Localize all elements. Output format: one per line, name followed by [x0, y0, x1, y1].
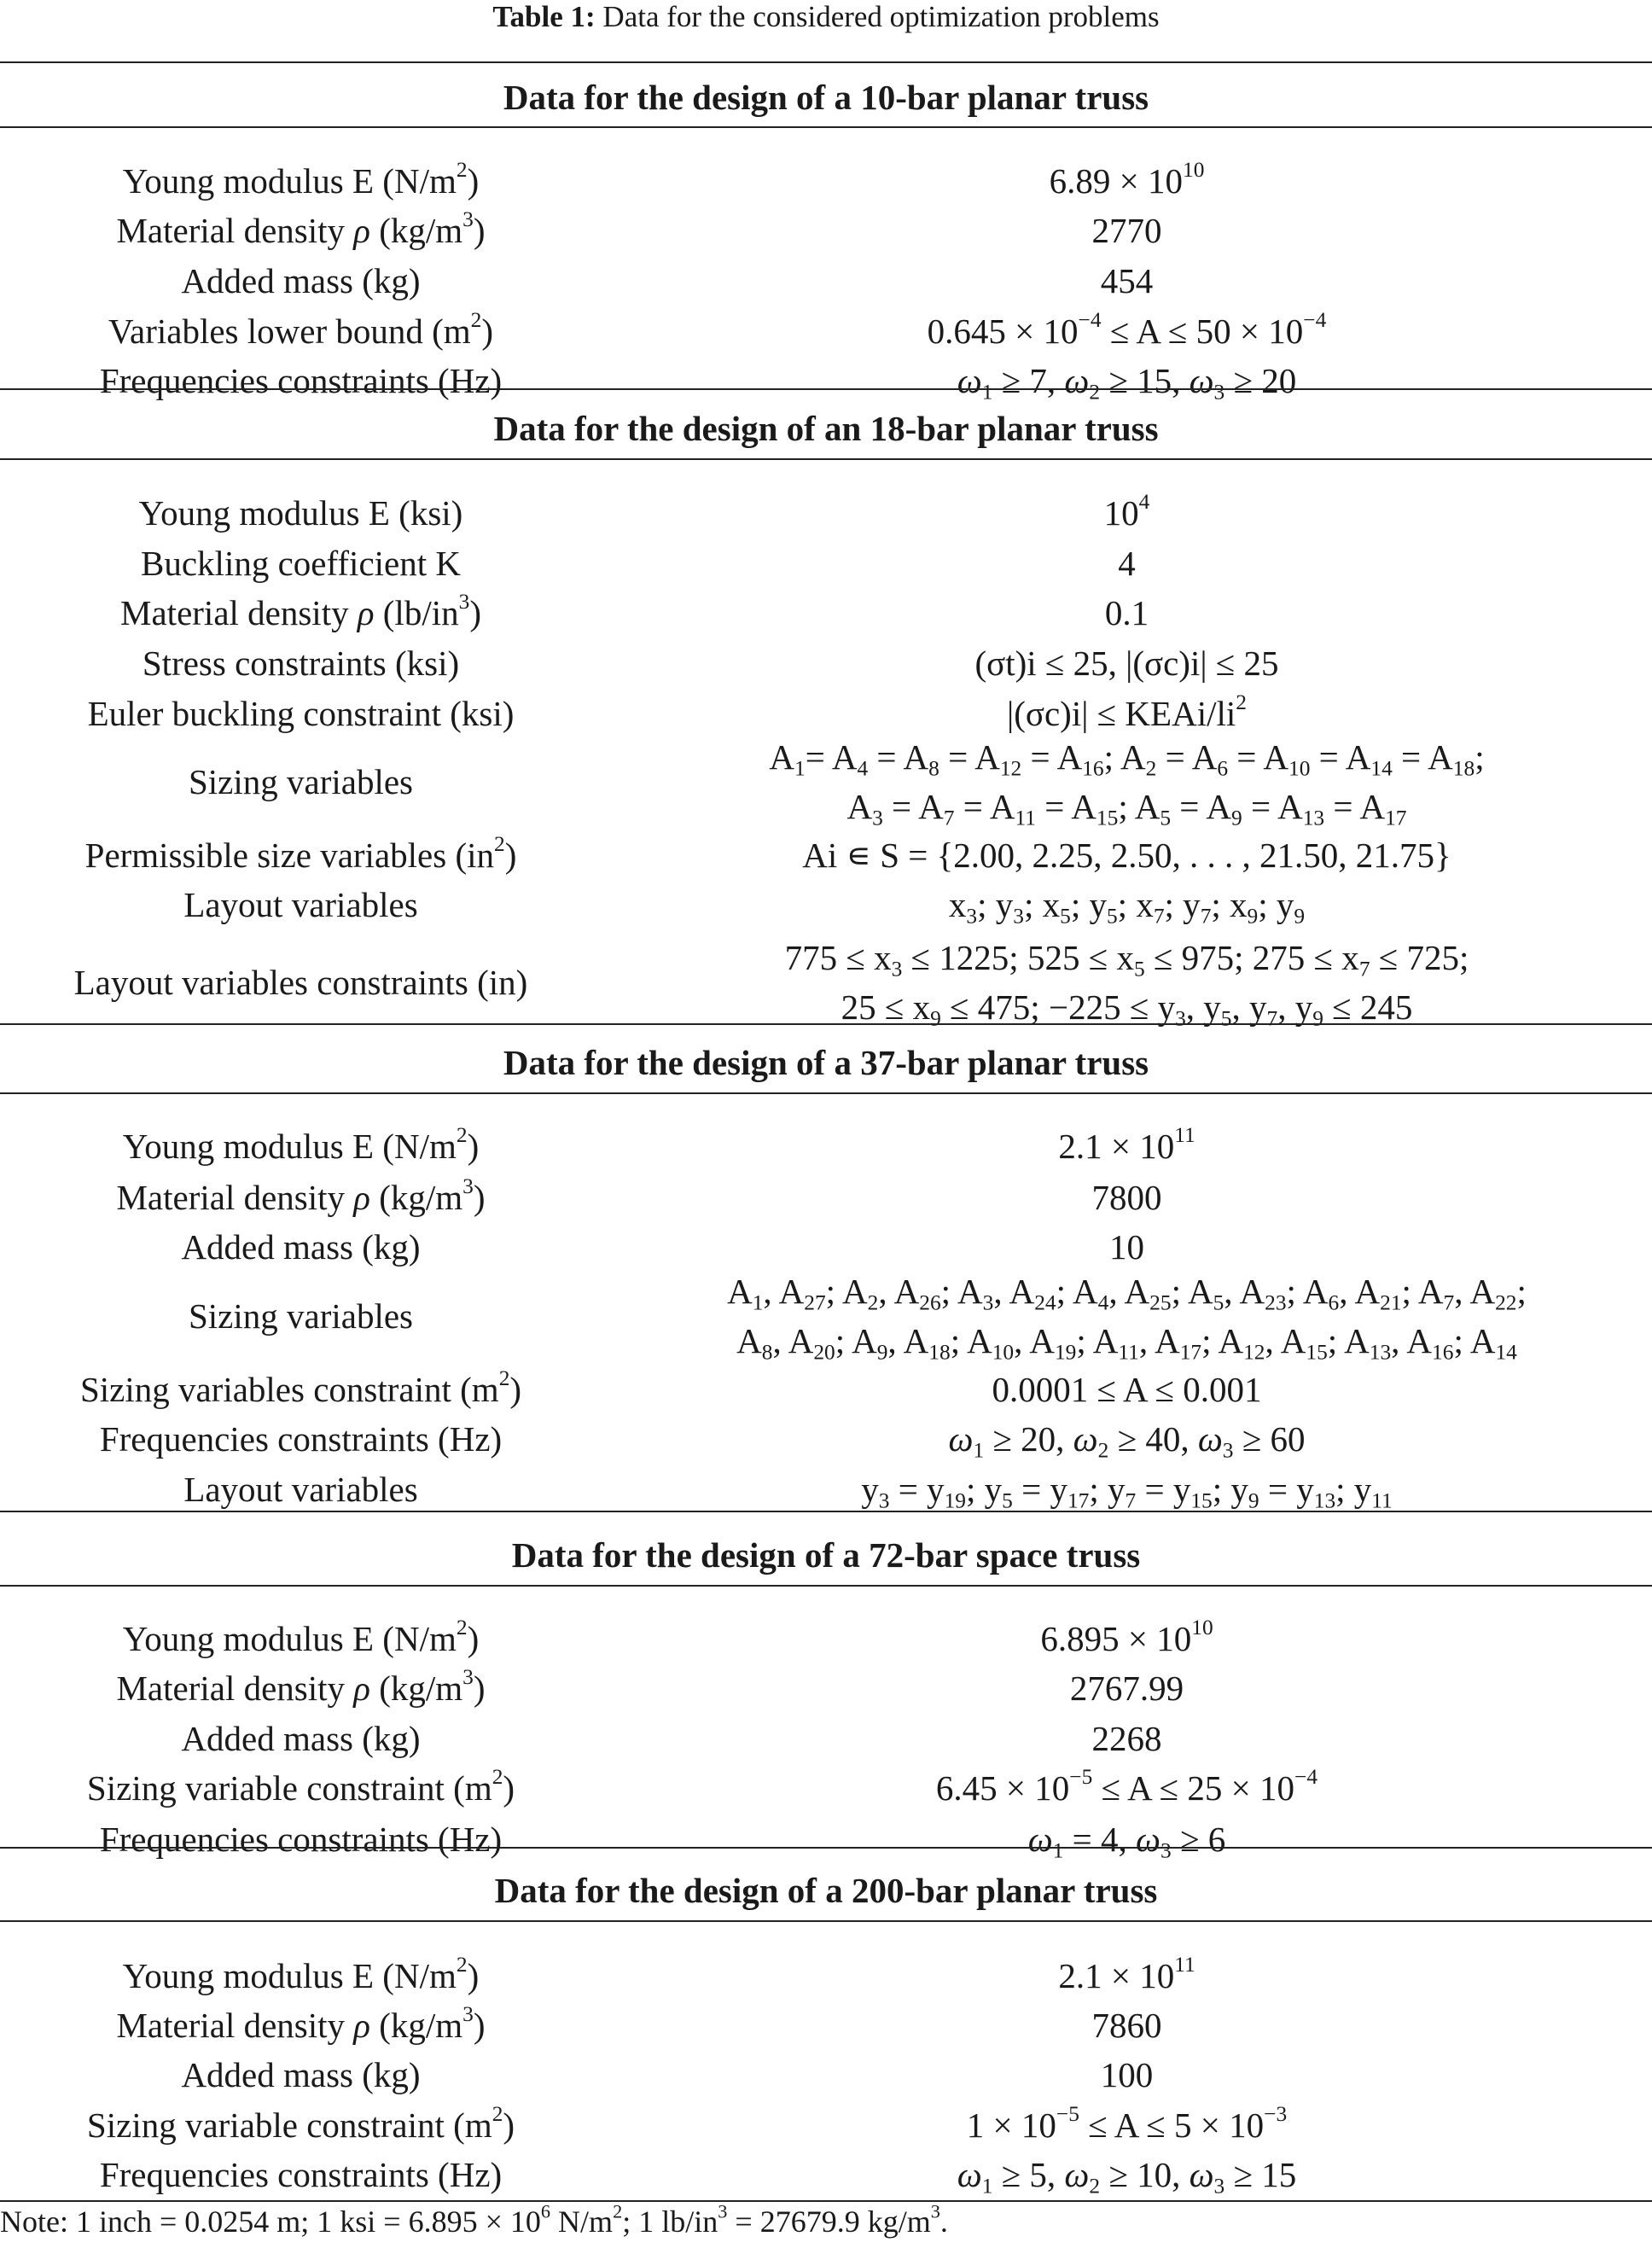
table-row	[0, 1122, 1652, 1168]
row-value: $y_3 = y_{19}$; $y_5 = y_{17}$; $y_7 = y_{15}$; $y_9 = y_{13}$; $y_{11}$	[861, 1470, 1393, 1513]
row-label: Added mass (kg)	[181, 2055, 421, 2094]
row-label: Permissible size variables $(in^2)$	[84, 831, 517, 875]
row-value: $x_3$; $y_3$; $x_5$; $y_5$; $x_7$; $y_7$; $x_9$; $y_9$	[948, 885, 1306, 929]
section-title-rule	[0, 1585, 1652, 1587]
row-label: Layout variables	[183, 1470, 418, 1509]
table-row	[0, 209, 1652, 253]
caption-label: Table 1:	[492, 0, 596, 33]
row-label: Sizing variables	[188, 762, 414, 801]
row-label: Buckling coefficient K	[141, 544, 461, 583]
table-row	[0, 1418, 1652, 1461]
row-value: $A_1= A_4 = A_8 = A_{12} = A_{16}$; $A_2 = A_6 = A_{10} = A_{14} = A_{18}$; $A_3 = A_7 = A_{11} = A_{15}$; $A_5 = A_9 = A_{13} = A_{17}$	[769, 737, 1485, 830]
section-title: Data for the design of a 10-bar planar truss	[503, 78, 1149, 117]
row-value: $6.89 \times 10^{10}$	[1049, 157, 1205, 201]
table-row	[0, 1764, 1652, 1810]
table-row	[0, 933, 1652, 1032]
row-value: 2770	[1091, 211, 1162, 250]
row-label: Young modulus E $(N/m^2)$	[122, 157, 480, 201]
row-value: $A_1$, $A_{27}$; $A_2$, $A_{26}$; $A_3$, $A_{24}$; $A_4$, $A_{25}$; $A_5$, $A_{23}$; $A_6$, $A_{21}$; $A_7$, $A_{22}$; $A_8$, $A_{20}$; $A_9$, $A_{18}$; $A_{10}$, $A_{19}$; $A_{11}$, $A_{17}$; $A_{12}$, $A_{15}$; $A_{13}$, $A_{16}$; $A_{14}$	[727, 1272, 1527, 1365]
section-rule	[0, 1511, 1652, 1512]
row-label: Material density ρ $(lb/in^3)$	[120, 589, 481, 632]
table-row	[0, 732, 1652, 831]
row-value: $10^4$	[1103, 489, 1150, 533]
row-value: $775 \le x_3 \le 1225$; $525 \le x_5 \le 975$; $275 \le x_7 \le 725$; $25 \le x_9 \le 475$; $-225 \le y_3$, $y_5$, $y_7$, $y_9 \le 245$	[784, 938, 1469, 1031]
row-value: $\omega_1 = 4$, $\omega_3 \ge 6$	[1027, 1820, 1226, 1863]
table-row	[0, 1176, 1652, 1220]
row-value: 0.0001 ≤ A ≤ 0.001	[992, 1370, 1262, 1409]
section-title-rule	[0, 458, 1652, 460]
table-caption	[0, 0, 1652, 34]
row-label: Euler buckling constraint (ksi)	[87, 694, 515, 733]
table-row	[0, 1368, 1652, 1412]
row-label: Added mass (kg)	[181, 1227, 421, 1267]
row-label: Sizing variable constraint $(m^2)$	[86, 2101, 515, 2145]
row-value: $1 \times 10^{-5} \le A \le 5 \times 10^{-3}$	[966, 2101, 1288, 2145]
table-row	[0, 489, 1652, 535]
caption-text: Data for the considered optimization problems	[602, 0, 1160, 33]
table-row	[0, 642, 1652, 685]
table-note: Note: 1 inch = 0.0254 m; 1 ksi = $6.895 \times 10^6$ $N/m^2$; 1 $lb/in^3 = 27679.9$ $kg/m^3$.	[0, 2200, 948, 2239]
row-value: 4	[1118, 544, 1136, 583]
row-value: 0.1	[1104, 593, 1149, 632]
row-value: $\omega_1 \ge 5$, $\omega_2 \ge 10$, $\omega_3 \ge 15$	[957, 2155, 1297, 2198]
table-row	[0, 2001, 1652, 2047]
row-label: Material density ρ $(kg/m^3)$	[116, 1664, 486, 1708]
row-label: Young modulus E $(N/m^2)$	[122, 1122, 480, 1166]
table-row	[0, 692, 1652, 736]
row-value: 2268	[1091, 1719, 1162, 1758]
table-row	[0, 831, 1652, 877]
table-row	[0, 2101, 1652, 2147]
table-row	[0, 157, 1652, 203]
table-row	[0, 2153, 1652, 2197]
section-rule	[0, 1847, 1652, 1849]
row-value: 2767.99	[1069, 1669, 1184, 1708]
row-value: $\omega_1 \ge 7$, $\omega_2 \ge 15$, $\omega_3 \ge 20$	[957, 361, 1297, 405]
section-title: Data for the design of a 200-bar planar truss	[494, 1871, 1158, 1910]
row-label: Frequencies constraints (Hz)	[99, 1419, 503, 1459]
row-label: Variables lower bound $(m^2)$	[108, 307, 494, 351]
table-row	[0, 591, 1652, 635]
row-value: 10	[1109, 1227, 1144, 1267]
row-value: $6.45 \times 10^{-5} \le A \le 25 \times 10^{-4}$	[935, 1764, 1318, 1808]
row-value: 7860	[1091, 2006, 1162, 2045]
row-label: Layout variables constraints (in)	[73, 963, 528, 1002]
row-value: $2.1 \times 10^{11}$	[1058, 1952, 1195, 1995]
table-row	[0, 1267, 1652, 1366]
row-label: Added mass (kg)	[181, 1719, 421, 1758]
table-row	[0, 1717, 1652, 1761]
section-rule	[0, 1023, 1652, 1025]
section-title-rule	[0, 1092, 1652, 1094]
table-row	[0, 359, 1652, 403]
row-value: $\omega_1 \ge 20$, $\omega_2 \ge 40$, $\omega_3 \ge 60$	[948, 1419, 1306, 1463]
row-value: $6.895 \times 10^{10}$	[1040, 1615, 1213, 1658]
table-row	[0, 1664, 1652, 1710]
section-title: Data for the design of an 18-bar planar truss	[493, 409, 1159, 448]
row-value: 100	[1100, 2055, 1154, 2094]
row-label: Frequencies constraints (Hz)	[99, 2155, 503, 2194]
row-value: $2.1 \times 10^{11}$	[1058, 1122, 1195, 1166]
row-value: Ai ∊ S = {2.00, 2.25, 2.50, . . . , 21.50, 21.75}	[802, 836, 1451, 875]
table-row	[0, 1468, 1652, 1511]
row-label: Young modulus E (ksi)	[138, 493, 463, 533]
row-label: Material density ρ $(kg/m^3)$	[116, 207, 486, 250]
row-label: Material density ρ $(kg/m^3)$	[116, 1174, 486, 1217]
table-row	[0, 2053, 1652, 2097]
row-label: Young modulus E $(N/m^2)$	[122, 1615, 480, 1658]
row-label: Sizing variables	[188, 1296, 414, 1336]
row-label: Layout variables	[183, 885, 418, 924]
table-row	[0, 1818, 1652, 1861]
rule-top	[0, 61, 1652, 63]
row-value: |(σc)i| ≤ KEAi/$li^2$	[1007, 690, 1247, 733]
row-value: (σt)i ≤ 25, |(σc)i| ≤ 25	[974, 644, 1279, 683]
row-label: Sizing variables constraint $(m^2)$	[79, 1366, 522, 1409]
row-value: 454	[1100, 261, 1154, 300]
section-rule	[0, 388, 1652, 390]
section-title: Data for the design of a 37-bar planar truss	[503, 1043, 1149, 1082]
section-title-rule	[0, 126, 1652, 128]
row-value: 7800	[1091, 1178, 1162, 1217]
table-row	[0, 259, 1652, 303]
table-row	[0, 1226, 1652, 1269]
table-row	[0, 1617, 1652, 1661]
section-title: Data for the design of a 72-bar space truss	[511, 1535, 1141, 1575]
row-label: Sizing variable constraint $(m^2)$	[86, 1764, 515, 1808]
row-value: $0.645 \times 10^{-4} \le A \le 50 \times 10^{-4}$	[927, 307, 1327, 351]
row-label: Young modulus E $(N/m^2)$	[122, 1952, 480, 1995]
section-title-rule	[0, 1920, 1652, 1922]
row-label: Stress constraints (ksi)	[142, 644, 460, 683]
row-label: Material density ρ $(kg/m^3)$	[116, 2001, 486, 2045]
table-row	[0, 307, 1652, 353]
row-label: Frequencies constraints (Hz)	[99, 1820, 503, 1859]
row-label: Frequencies constraints (Hz)	[99, 361, 503, 400]
table-row	[0, 1954, 1652, 1998]
row-label: Added mass (kg)	[181, 261, 421, 300]
table-row	[0, 883, 1652, 927]
table-row	[0, 542, 1652, 585]
